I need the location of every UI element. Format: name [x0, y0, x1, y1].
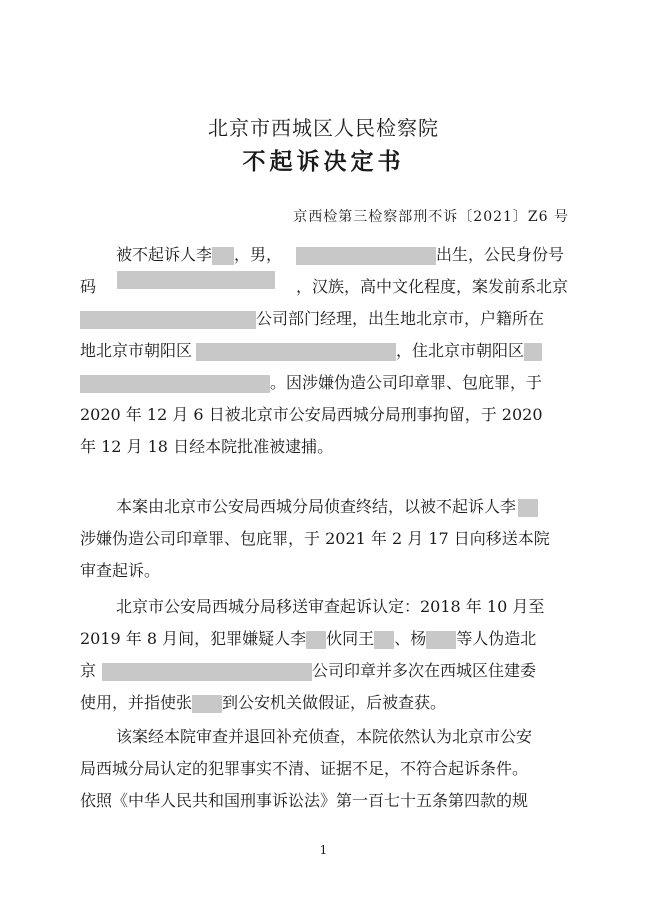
text: 到公安机关做假证，后被查获。: [222, 693, 447, 712]
document-title: 不起诉决定书: [242, 148, 405, 175]
paragraph-3-line-2: [80, 623, 568, 655]
redaction-block: [374, 631, 394, 649]
redaction-block: [80, 375, 270, 393]
procuratorate-name: 北京市西城区人民检察院: [208, 116, 439, 140]
redaction-block: [518, 499, 538, 517]
text: 公司印章并多次在西城区住建委: [312, 661, 537, 680]
redaction-block: [426, 631, 456, 649]
text: 京: [80, 661, 97, 680]
redaction-block: [296, 247, 436, 265]
paragraph-3-line-1: 北京市公安局西城分局移送审查起诉认定：2018 年 10 月至: [116, 597, 545, 616]
redaction-block: [102, 663, 312, 681]
paragraph-2-line-1: [80, 491, 568, 523]
redaction-block: [212, 247, 234, 265]
redaction-block: [192, 695, 222, 713]
text: 公司部门经理，出生地北京市，户籍所在: [256, 309, 545, 328]
text: 。因涉嫌伪造公司印章罪、包庇罪，于: [270, 373, 543, 392]
redaction-block: [306, 631, 326, 649]
text: 本案由北京市公安局西城分局侦查终结，以被不起诉人李: [116, 497, 517, 516]
redaction-block: [117, 271, 275, 289]
text: 2019 年 8 月间，犯罪嫌疑人李: [80, 629, 307, 648]
text: ，汉族，高中文化程度，案发前系北京: [295, 277, 568, 296]
text: ，住北京市朝阳区: [396, 341, 525, 360]
paragraph-2-line-3: 审查起诉。: [80, 561, 161, 580]
paragraph-1-line-3: [80, 303, 568, 335]
paragraph-4-line-2: 局西城分局认定的犯罪事实不清、证据不足，不符合起诉条件。: [80, 759, 529, 778]
paragraph-4-line-3: 依照《中华人民共和国刑事诉讼法》第一百七十五条第四款的规: [80, 791, 529, 810]
redaction-block: [524, 343, 542, 361]
text: 伙同王: [326, 629, 375, 648]
text: 码: [80, 277, 97, 296]
document-number: 京西检第三检察部刑不诉〔2021〕Z6 号: [293, 209, 569, 225]
text: ，男，: [234, 245, 283, 264]
text: 等人伪造北: [456, 629, 537, 648]
redaction-block: [80, 311, 256, 329]
paragraph-3-line-4: [80, 687, 568, 719]
text: 使用，并指使张: [80, 693, 193, 712]
paragraph-1-line-1: [80, 239, 568, 271]
text: 地北京市朝阳区: [80, 341, 193, 360]
paragraph-1-line-4: [80, 335, 568, 367]
page-number: 1: [319, 843, 328, 857]
paragraph-1-line-5: [80, 367, 568, 399]
paragraph-1-line-2: [80, 271, 568, 303]
text: 被不起诉人李: [116, 245, 213, 264]
redaction-block: [196, 343, 396, 361]
paragraph-1-line-7: 年 12 月 18 日经本院批准被逮捕。: [80, 437, 334, 456]
paragraph-2-line-2: 涉嫌伪造公司印章罪、包庇罪，于 2021 年 2 月 17 日向移送本院: [80, 529, 550, 548]
paragraph-4-line-1: 该案经本院审查并退回补充侦查，本院依然认为北京市公安: [116, 727, 533, 746]
text: 、杨: [394, 629, 427, 648]
paragraph-1-line-6: 2020 年 12 月 6 日被北京市公安局西城分局刑事拘留，于 2020: [80, 405, 543, 424]
text: 出生，公民身份号: [436, 245, 565, 264]
paragraph-3-line-3: [80, 655, 568, 687]
